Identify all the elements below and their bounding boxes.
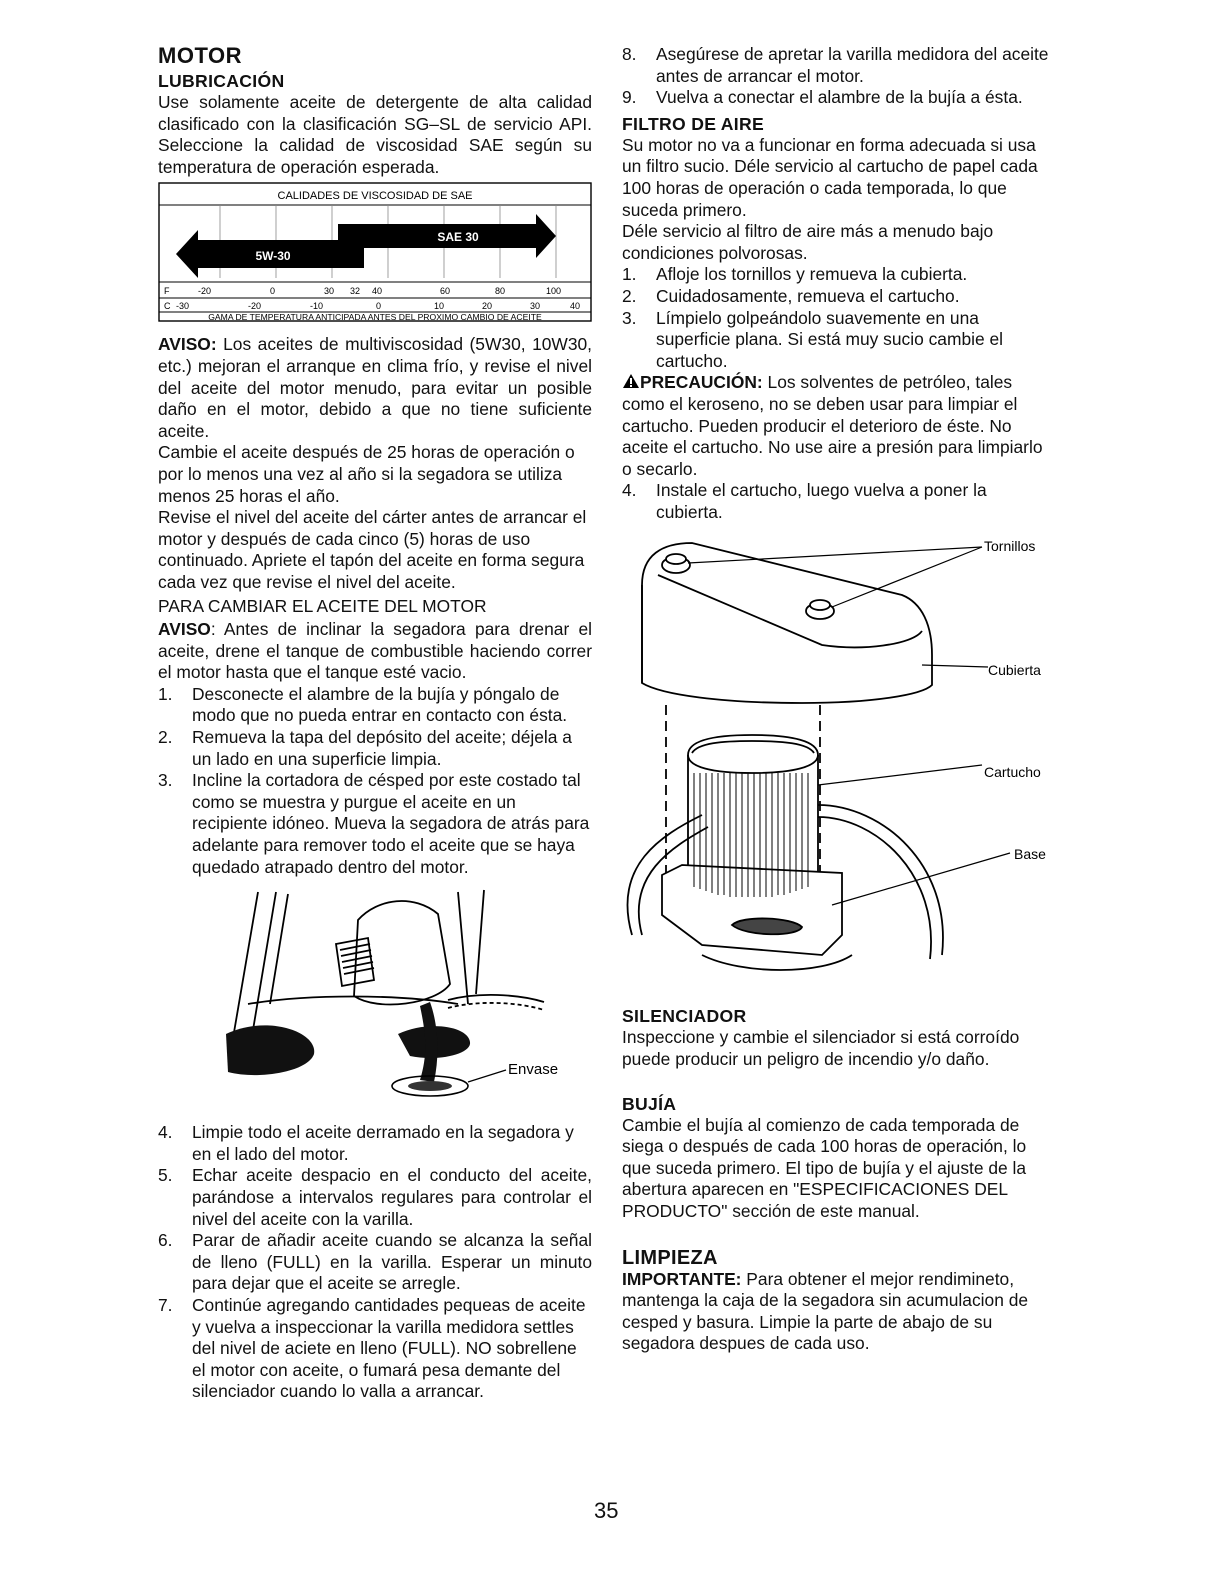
- muffler-title: SILENCIADOR: [622, 1006, 747, 1027]
- c-tick: -10: [310, 301, 324, 312]
- filter-step-4: [622, 480, 1056, 523]
- c-tick: 10: [434, 301, 445, 312]
- oil-steps-a: [158, 684, 592, 878]
- section-title-motor: MOTOR: [158, 43, 242, 68]
- c-tick: 40: [570, 301, 581, 312]
- subtitle-lubricacion: LUBRICACIÓN: [158, 71, 285, 91]
- f-tick: -20: [198, 286, 212, 297]
- list-item: 2. Remueva la tapa del depósito del aceite; déjela a un lado en una superficie limpia.: [158, 727, 572, 769]
- f-tick: 30: [324, 286, 335, 297]
- right-column: [622, 44, 1056, 1355]
- f-tick: 80: [495, 286, 506, 297]
- f-scale-label: F: [164, 286, 170, 297]
- list-item: 1. Afloje los tornillos y remueva la cubierta.: [622, 264, 968, 285]
- spark-plug-text: Cambie el bujía al comienzo de cada temporada de siega o después de cada 100 horas de operación, lo que suceda primero. El tipo de bujía y el ajuste de la abertura aparecen en "ESPECIFICACIONES DEL PRODUCTO" sección de este manual.: [622, 1114, 1027, 1222]
- viscosity-chart-title: CALIDADES DE VISCOSIDAD DE SAE: [277, 190, 473, 203]
- f-tick: 60: [440, 286, 451, 297]
- list-item: 5. Echar aceite despacio en el conducto del aceite, parándose a intervalos regulares para controlar el nivel del aceite con la varilla.: [158, 1165, 592, 1229]
- c-tick: 0: [376, 301, 382, 312]
- label-tornillos: Tornillos: [984, 538, 1036, 555]
- aviso2-label: AVISO: [158, 619, 211, 640]
- aviso-multiviscosity: AVISO: Los aceites de multiviscosidad (5W30, 10W30, etc.) mejoran el arranque en clima frío, y revise el nivel del aceite del motor menudo, para evitar un posible daño en el motor, debido a que no tiene suficiente aceite.: [158, 334, 592, 441]
- list-item: 3. Límpielo golpeándolo suavemente en una superficie plana. Si está muy sucio cambie el cartucho.: [622, 307, 1004, 371]
- cleaning-text: IMPORTANTE: Para obtener el mejor rendimineto, mantenga la caja de la segadora sin acumulacion de cesped y basura. Limpie la parte de abajo de su segadora despues de cada uso.: [622, 1268, 1029, 1354]
- list-item: 2. Cuidadosamente, remueva el cartucho.: [622, 285, 960, 306]
- f-tick: 40: [372, 286, 383, 297]
- spark-plug-title: BUJÍA: [622, 1093, 677, 1114]
- envase-label: Envase: [508, 1061, 559, 1079]
- oil-check-paragraph: Revise el nivel del aceite del cárter antes de arrancar el motor y después de cada cinco (5) horas de uso continuado. Apriete el tapón del aceite en forma segura cada vez que revise el nivel del aceite.: [158, 507, 587, 592]
- list-item: 4. Limpie todo el aceite derramado en la segadora y en el lado del motor.: [158, 1122, 574, 1164]
- muffler-text: Inspeccione y cambie el silenciador si está corroído puede producir un peligro de incendio y/o daño.: [622, 1027, 1020, 1070]
- c-tick: 30: [530, 301, 541, 312]
- oil-change-interval: Cambie el aceite después de 25 horas de operación o por lo menos una vez al año si la segadora se utiliza menos 25 horas el año.: [158, 442, 575, 506]
- 5w30-label: 5W-30: [255, 249, 291, 264]
- sae30-label: SAE 30: [437, 230, 479, 245]
- filter-paragraph-2: Déle servicio al filtro de aire más a menudo bajo condiciones polvorosas.: [622, 221, 994, 263]
- c-tick: 20: [482, 301, 493, 312]
- warning-icon: [622, 373, 640, 389]
- oil-drain-illustration: [158, 884, 592, 1116]
- change-oil-heading: PARA CAMBIAR EL ACEITE DEL MOTOR: [158, 595, 487, 616]
- label-cartucho: Cartucho: [984, 764, 1041, 781]
- oil-steps-c: [622, 44, 1056, 109]
- list-item: 8. Asegúrese de apretar la varilla medidora del aceite antes de arrancar el motor.: [622, 44, 1049, 86]
- aviso-label: AVISO:: [158, 334, 217, 355]
- precaucion-label: PRECAUCIÓN:: [640, 372, 763, 393]
- precaucion-paragraph: PRECAUCIÓN: Los solventes de petróleo, tales como el keroseno, no se deben usar para limpiar el cartucho. Pueden producir el deterioro de éste. No aceite el cartucho. No use aire a presión para limpiarlo o secarlo.: [622, 372, 1043, 479]
- list-item: 4. Instale el cartucho, luego vuelva a poner la cubierta.: [622, 480, 987, 522]
- cleaning-title: LIMPIEZA: [622, 1246, 718, 1269]
- viscosity-chart-footer: GAMA DE TEMPERATURA ANTICIPADA ANTES DEL PROXIMO CAMBIO DE ACEITE: [208, 312, 542, 323]
- label-base: Base: [1014, 846, 1046, 863]
- list-item: 7. Continúe agregando cantidades pequeas de aceite y vuelva a inspeccionar la varilla medidora settles del nivel de aciete en lleno (FULL). NO sobrellene el motor con aceite, o fumará pesa demante del silenciador cuando lo valla a arrancar.: [158, 1294, 586, 1402]
- filter-paragraph-1: Su motor no va a funcionar en forma adecuada si usa un filtro sucio. Déle servicio al cartucho de papel cada 100 horas de operación o cada temporada, lo que suceda primero.: [622, 134, 1038, 220]
- aviso-drain: AVISO: Antes de inclinar la segadora para drenar el aceite, drene el tanque de combustible haciendo correr el motor hasta que el tanque esté vacio.: [158, 619, 592, 683]
- f-tick: 0: [270, 286, 276, 297]
- c-tick: -20: [248, 301, 262, 312]
- viscosity-chart: [158, 182, 592, 324]
- lubrication-intro: Use solamente aceite de detergente de alta calidad clasificado con la clasificación SG–SL de servicio API. Seleccione la calidad de viscosidad SAE según su temperatura de operación esperada.: [158, 92, 592, 177]
- list-item: 6. Parar de añadir aceite cuando se alcanza la señal de lleno (FULL) en la varilla. Esperar un minuto para dejar que el aceite se arregle.: [158, 1230, 592, 1294]
- filter-steps: [622, 264, 1056, 372]
- oil-steps-b: [158, 1122, 592, 1403]
- list-item: 1. Desconecte el alambre de la bujía y póngalo de modo que no pueda entrar en contacto con ésta.: [158, 683, 568, 726]
- label-cubierta: Cubierta: [988, 662, 1041, 679]
- c-scale-label: C: [164, 301, 171, 312]
- f-tick: 100: [546, 286, 562, 297]
- importante-label: IMPORTANTE:: [622, 1268, 742, 1289]
- list-item: 3. Incline la cortadora de césped por este costado tal como se muestra y purgue el aceite en un recipiente idóneo. Mueva la segadora de atrás para adelante para remover todo el aceite que se haya quedado atrapado dentro del motor.: [158, 770, 590, 877]
- list-item: 9. Vuelva a conectar el alambre de la bujía a ésta.: [622, 87, 1023, 108]
- page-number: 35: [594, 1498, 619, 1523]
- c-tick: -30: [176, 301, 190, 312]
- left-column: [158, 44, 592, 1403]
- air-filter-illustration: [622, 535, 1056, 1005]
- f-tick: 32: [350, 286, 361, 297]
- filter-title: FILTRO DE AIRE: [622, 113, 765, 134]
